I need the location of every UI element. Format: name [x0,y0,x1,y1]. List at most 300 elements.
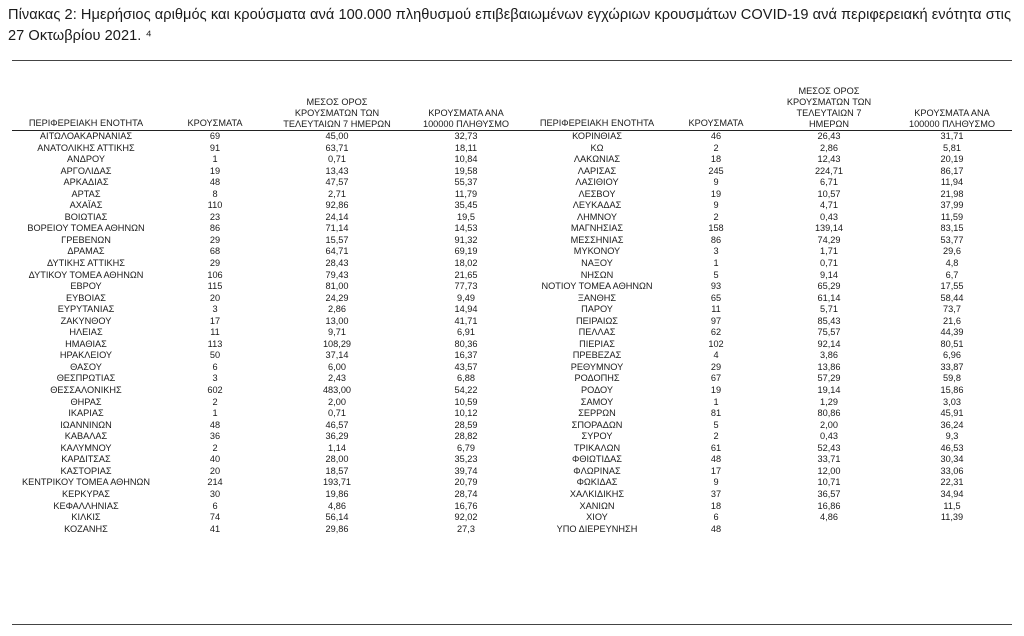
right-avg7-cell: 19,14 [817,385,841,396]
left-cases-cell: 69 [209,131,221,141]
right-cases-cell: 67 [710,373,722,384]
table-row [12,431,1012,443]
left-region-name-cell: ΗΜΑΘΙΑΣ [65,338,107,349]
right-avg7-cell: 13,86 [817,361,841,372]
right-avg7-cell: 61,14 [817,292,841,303]
left-region-name-cell: ΕΥΡΥΤΑΝΙΑΣ [57,304,115,315]
table-row [12,420,1012,432]
right-per100k-cell: 21,6 [943,315,961,326]
left-avg7-cell: 71,14 [325,223,349,234]
left-region-name-cell: ΑΝΔΡΟΥ [66,154,105,165]
right-avg7-cell: 5,71 [820,304,838,315]
left-cases-cell: 3 [212,373,218,384]
right-per100k-cell: 30,34 [940,454,964,465]
table-caption: Πίνακας 2: Ημερήσιος αριθμός και κρούσματα ανά 100.000 πληθυσμού επιβεβαιωμένων εγχώριων κρουσμάτων COVID-19 ανά περιφερειακή ενότητα στις 27 Οκτωβρίου 2021. ⁴ [8,7,1012,44]
left-avg7-cell: 46,57 [325,419,349,430]
right-per100k-cell: 36,24 [940,419,964,430]
left-cases-cell: 6 [212,500,218,511]
left-avg7-cell: 483,00 [322,385,352,396]
left-region-name-cell: ΕΥΒΟΙΑΣ [66,292,106,303]
right-region-name-cell: ΦΘΙΩΤΙΔΑΣ [571,454,622,465]
left-region-name-cell: ΔΥΤΙΚΟΥ ΤΟΜΕΑ ΑΘΗΝΩΝ [28,269,144,280]
left-per100k-cell: 69,19 [454,246,478,257]
left-region-name-cell: ΚΑΛΥΜΝΟΥ [60,442,112,453]
right-cases-cell: 158 [708,223,724,234]
header-cases: ΚΡΟΥΣΜΑΤΑ [160,86,270,131]
right-per100k-cell: 11,5 [943,500,961,511]
right-per100k-cell: 31,71 [940,131,964,141]
left-region-name-cell: ΚΑΣΤΟΡΙΑΣ [60,465,112,476]
right-per100k-cell: 11,94 [940,177,964,188]
left-per100k-cell: 19,58 [454,165,478,176]
left-avg7-cell: 2,43 [328,373,346,384]
left-avg7-cell: 29,86 [325,523,349,534]
left-per100k-cell: 6,79 [457,442,475,453]
left-avg7-cell: 13,43 [325,165,349,176]
left-avg7-cell: 24,14 [325,211,349,222]
left-avg7-cell: 0,71 [328,154,346,165]
table-row [12,327,1012,339]
left-cases-cell: 19 [209,165,221,176]
left-avg7-cell: 36,29 [325,431,349,442]
table-row [12,281,1012,293]
right-region-name-cell: ΝΟΤΙΟΥ ΤΟΜΕΑ ΑΘΗΝΩΝ [541,281,653,292]
right-region-name-cell: ΜΥΚΟΝΟΥ [573,246,621,257]
right-avg7-cell: 1,71 [820,246,838,257]
left-cases-cell: 20 [209,465,221,476]
right-per100k-cell: 21,98 [940,188,964,199]
right-avg7-cell: 2,00 [820,419,838,430]
right-per100k-cell: 53,77 [940,234,964,245]
left-avg7-cell: 79,43 [325,269,349,280]
left-per100k-cell: 21,65 [454,269,478,280]
table-row [12,512,1012,524]
left-avg7-cell: 1,14 [328,442,346,453]
left-region-name-cell: ΑΡΚΑΔΙΑΣ [63,177,109,188]
right-region-name-cell: ΧΑΝΙΩΝ [579,500,615,511]
left-per100k-cell: 32,73 [454,131,478,141]
right-region-name-cell: ΠΡΕΒΕΖΑΣ [572,350,622,361]
left-per100k-cell: 77,73 [454,281,478,292]
right-region-name-cell: ΦΛΩΡΙΝΑΣ [573,465,621,476]
right-cases-cell: 1 [713,396,719,407]
table-row [12,501,1012,513]
right-cases-cell: 48 [710,523,722,534]
right-avg7-cell: 6,71 [820,177,838,188]
right-per100k-cell: 3,03 [943,396,961,407]
left-cases-cell: 1 [212,408,218,419]
left-cases-cell: 214 [207,477,223,488]
right-region-name-cell: ΝΑΞΟΥ [581,258,613,269]
table-row [12,397,1012,409]
left-per100k-cell: 10,12 [454,408,478,419]
left-avg7-cell: 28,00 [325,454,349,465]
right-cases-cell: 4 [713,350,719,361]
table-row [12,270,1012,282]
left-avg7-cell: 18,57 [325,465,349,476]
left-region-name-cell: ΒΟΡΕΙΟΥ ΤΟΜΕΑ ΑΘΗΝΩΝ [27,223,145,234]
right-cases-cell: 3 [713,246,719,257]
right-cases-cell: 2 [713,142,719,153]
left-avg7-cell: 45,00 [325,131,349,141]
right-region-name-cell: ΡΟΔΟΥ [580,385,613,396]
left-cases-cell: 8 [212,188,218,199]
right-cases-cell: 5 [713,269,719,280]
right-cases-cell: 11 [711,304,721,315]
table-row [12,350,1012,362]
right-avg7-cell: 57,29 [817,373,841,384]
table-row [12,212,1012,224]
left-cases-cell: 1 [212,154,218,165]
right-region-name-cell: ΠΕΙΡΑΙΩΣ [576,315,618,326]
left-cases-cell: 48 [209,419,221,430]
right-avg7-cell [766,524,892,536]
right-region-name-cell: ΜΑΓΝΗΣΙΑΣ [570,223,624,234]
left-cases-cell: 23 [209,211,221,222]
left-region-name-cell: ΔΥΤΙΚΗΣ ΑΤΤΙΚΗΣ [47,258,125,269]
table-row [12,489,1012,501]
table-row [12,200,1012,212]
left-per100k-cell: 39,74 [454,465,478,476]
right-cases-cell: 5 [713,419,719,430]
left-avg7-cell: 63,71 [325,142,349,153]
left-per100k-cell: 14,53 [454,223,478,234]
left-cases-cell: 110 [207,200,223,211]
right-region-name-cell: ΛΑΚΩΝΙΑΣ [573,154,621,165]
table-row [12,443,1012,455]
left-per100k-cell: 91,32 [454,234,478,245]
left-cases-cell: 6 [212,361,218,372]
right-avg7-cell: 12,00 [817,465,841,476]
right-cases-cell: 9 [713,200,719,211]
right-per100k-cell: 15,86 [940,385,964,396]
right-cases-cell: 2 [713,431,719,442]
table-row [12,304,1012,316]
right-per100k-cell: 33,87 [940,361,964,372]
right-region-name-cell: ΥΠΟ ΔΙΕΡΕΥΝΗΣΗ [556,523,638,534]
table-row [12,258,1012,270]
right-cases-cell: 18 [710,500,722,511]
table-row [12,362,1012,374]
right-per100k-cell: 4,8 [945,258,959,269]
right-region-name-cell: ΤΡΙΚΑΛΩΝ [573,442,621,453]
left-region-name-cell: ΘΕΣΠΡΩΤΙΑΣ [56,373,116,384]
left-cases-cell: 602 [207,385,223,396]
left-avg7-cell: 2,00 [328,396,346,407]
right-region-name-cell: ΦΩΚΙΔΑΣ [576,477,618,488]
right-avg7-cell: 1,29 [820,396,838,407]
header-avg7: ΜΕΣΟΣ ΟΡΟΣ ΚΡΟΥΣΜΑΤΩΝ ΤΩΝ ΤΕΛΕΥΤΑΙΩΝ 7 ΗΜΕΡΩΝ [766,86,892,131]
right-region-name-cell: ΡΟΔΟΠΗΣ [574,373,620,384]
right-region-name-cell: ΛΕΥΚΑΔΑΣ [572,200,622,211]
right-cases-cell: 61 [710,442,722,453]
right-per100k-cell: 6,96 [943,350,961,361]
right-cases-cell: 9 [713,477,719,488]
right-region-name-cell: ΝΗΣΩΝ [580,269,614,280]
right-avg7-cell: 80,86 [817,408,841,419]
left-cases-cell: 106 [207,269,223,280]
left-per100k-cell: 28,59 [454,419,478,430]
left-per100k-cell: 10,84 [454,154,478,165]
table-row [12,466,1012,478]
right-avg7-cell: 4,71 [820,200,838,211]
right-avg7-cell: 75,57 [817,327,841,338]
left-per100k-cell: 6,88 [457,373,475,384]
left-region-name-cell: ΘΕΣΣΑΛΟΝΙΚΗΣ [50,385,122,396]
right-avg7-cell: 12,43 [817,154,841,165]
header-avg7: ΜΕΣΟΣ ΟΡΟΣ ΚΡΟΥΣΜΑΤΩΝ ΤΩΝ ΤΕΛΕΥΤΑΙΩΝ 7 ΗΜΕΡΩΝ [270,86,404,131]
table-row [12,154,1012,166]
header-per100k: ΚΡΟΥΣΜΑΤΑ ΑΝΑ 100000 ΠΛΗΘΥΣΜΟ [404,86,528,131]
right-per100k-cell [892,524,1012,536]
right-cases-cell: 37 [710,488,722,499]
left-region-name-cell: ΖΑΚΥΝΘΟΥ [60,315,112,326]
left-cases-cell: 2 [212,396,218,407]
left-avg7-cell: 28,43 [325,258,349,269]
table-row [12,524,1012,536]
right-per100k-cell: 80,51 [940,338,964,349]
right-per100k-cell: 44,39 [940,327,964,338]
left-per100k-cell: 35,45 [454,200,478,211]
left-region-name-cell: ΗΛΕΙΑΣ [69,327,103,338]
right-region-name-cell: ΠΕΛΛΑΣ [578,327,616,338]
right-avg7-cell: 36,57 [817,488,841,499]
left-cases-cell: 115 [207,281,223,292]
left-avg7-cell: 56,14 [325,512,349,523]
right-per100k-cell: 59,8 [943,373,961,384]
left-per100k-cell: 27,3 [457,523,475,534]
left-per100k-cell: 18,11 [454,142,478,153]
right-avg7-cell: 10,57 [817,188,841,199]
right-avg7-cell: 33,71 [817,454,841,465]
left-per100k-cell: 20,79 [454,477,478,488]
table-row [12,385,1012,397]
right-per100k-cell: 22,31 [940,477,964,488]
right-cases-cell: 102 [708,338,724,349]
left-region-name-cell: ΑΡΤΑΣ [71,188,101,199]
left-cases-cell: 3 [212,304,218,315]
right-region-name-cell: ΛΗΜΝΟΥ [576,211,618,222]
right-avg7-cell: 9,14 [820,269,838,280]
right-cases-cell: 81 [710,408,722,419]
right-region-name-cell: ΣΠΟΡΑΔΩΝ [571,419,623,430]
right-region-name-cell: ΚΟΡΙΝΘΙΑΣ [572,131,622,141]
right-per100k-cell: 34,94 [940,488,964,499]
right-avg7-cell: 74,29 [817,234,841,245]
left-per100k-cell: 19,5 [457,211,475,222]
top-rule [12,60,1012,61]
left-cases-cell: 68 [209,246,221,257]
right-cases-cell: 19 [710,188,722,199]
right-cases-cell: 46 [710,131,722,141]
bottom-rule [12,624,1012,625]
regional-cases-table [12,86,1012,535]
left-region-name-cell: ΙΩΑΝΝΙΝΩΝ [60,419,112,430]
right-per100k-cell: 45,91 [940,408,964,419]
left-region-name-cell: ΚΟΖΑΝΗΣ [64,523,108,534]
right-region-name-cell: ΣΑΜΟΥ [580,396,614,407]
left-per100k-cell: 14,94 [454,304,478,315]
left-region-name-cell: ΚΑΡΔΙΤΣΑΣ [61,454,111,465]
left-region-name-cell: ΚΙΛΚΙΣ [71,512,101,523]
left-region-name-cell: ΕΒΡΟΥ [70,281,102,292]
left-cases-cell: 11 [210,327,220,338]
left-avg7-cell: 4,86 [328,500,346,511]
table-row [12,143,1012,155]
left-avg7-cell: 47,57 [325,177,349,188]
left-per100k-cell: 11,79 [454,188,478,199]
left-per100k-cell: 55,37 [454,177,478,188]
right-cases-cell: 9 [713,177,719,188]
right-avg7-cell: 0,43 [820,431,838,442]
right-per100k-cell: 83,15 [940,223,964,234]
right-region-name-cell: ΧΑΛΚΙΔΙΚΗΣ [569,488,625,499]
left-region-name-cell: ΚΑΒΑΛΑΣ [64,431,108,442]
right-avg7-cell: 16,86 [817,500,841,511]
left-cases-cell: 20 [209,292,221,303]
right-avg7-cell: 3,86 [820,350,838,361]
left-avg7-cell: 92,86 [325,200,349,211]
table-body [12,131,1012,536]
right-avg7-cell: 0,71 [820,258,838,269]
table-row [12,131,1012,143]
right-region-name-cell: ΠΑΡΟΥ [581,304,613,315]
left-region-name-cell: ΘΑΣΟΥ [70,361,102,372]
left-region-name-cell: ΚΕΝΤΡΙΚΟΥ ΤΟΜΕΑ ΑΘΗΝΩΝ [21,477,151,488]
left-per100k-cell: 43,57 [454,361,478,372]
left-cases-cell: 30 [209,488,221,499]
left-cases-cell: 2 [212,442,218,453]
left-avg7-cell: 37,14 [325,350,349,361]
right-region-name-cell: ΣΥΡΟΥ [581,431,613,442]
left-avg7-cell: 2,86 [328,304,346,315]
left-cases-cell: 29 [209,234,221,245]
right-per100k-cell: 58,44 [940,292,964,303]
right-avg7-cell: 4,86 [820,512,838,523]
right-avg7-cell: 92,14 [817,338,841,349]
right-region-name-cell: ΠΙΕΡΙΑΣ [579,338,615,349]
left-cases-cell: 86 [209,223,221,234]
table-row [12,223,1012,235]
right-region-name-cell: ΧΙΟΥ [586,512,608,523]
left-region-name-cell: ΑΧΑΪΑΣ [69,200,103,211]
right-avg7-cell: 85,43 [817,315,841,326]
left-region-name-cell: ΑΡΓΟΛΙΔΑΣ [60,165,112,176]
right-per100k-cell: 11,39 [940,512,964,523]
header-unit: ΠΕΡΙΦΕΡΕΙΑΚΗ ΕΝΟΤΗΤΑ [528,86,666,131]
right-cases-cell: 1 [713,258,719,269]
left-per100k-cell: 80,36 [454,338,478,349]
left-avg7-cell: 9,71 [328,327,346,338]
right-region-name-cell: ΛΕΣΒΟΥ [578,188,616,199]
left-per100k-cell: 54,22 [454,385,478,396]
table-row [12,316,1012,328]
right-avg7-cell: 26,43 [817,131,841,141]
header-per100k: ΚΡΟΥΣΜΑΤΑ ΑΝΑ 100000 ΠΛΗΘΥΣΜΟ [892,86,1012,131]
right-avg7-cell: 0,43 [820,211,838,222]
right-cases-cell: 48 [710,454,722,465]
left-per100k-cell: 41,71 [454,315,478,326]
right-per100k-cell: 6,7 [945,269,959,280]
left-avg7-cell: 193,71 [322,477,352,488]
right-avg7-cell: 139,14 [814,223,844,234]
left-avg7-cell: 81,00 [325,281,349,292]
right-region-name-cell: ΜΕΣΣΗΝΙΑΣ [570,234,624,245]
left-cases-cell: 29 [209,258,221,269]
table-row [12,408,1012,420]
left-avg7-cell: 2,71 [328,188,346,199]
left-region-name-cell: ΙΚΑΡΙΑΣ [68,408,104,419]
right-per100k-cell: 17,55 [940,281,964,292]
right-region-name-cell: ΞΑΝΘΗΣ [577,292,617,303]
left-cases-cell: 17 [209,315,221,326]
left-per100k-cell: 10,59 [454,396,478,407]
right-avg7-cell: 10,71 [817,477,841,488]
left-cases-cell: 40 [209,454,221,465]
left-region-name-cell: ΘΗΡΑΣ [70,396,102,407]
left-region-name-cell: ΑΙΤΩΛΟΑΚΑΡΝΑΝΙΑΣ [39,131,133,141]
left-cases-cell: 91 [209,142,221,153]
left-cases-cell: 50 [209,350,221,361]
left-per100k-cell: 92,02 [454,512,478,523]
right-cases-cell: 19 [710,385,722,396]
right-avg7-cell: 224,71 [814,165,844,176]
table-row [12,189,1012,201]
left-region-name-cell: ΗΡΑΚΛΕΙΟΥ [59,350,113,361]
left-region-name-cell: ΓΡΕΒΕΝΩΝ [61,234,111,245]
header-cases: ΚΡΟΥΣΜΑΤΑ [666,86,766,131]
left-region-name-cell: ΔΡΑΜΑΣ [67,246,105,257]
header-row [12,86,1012,131]
right-region-name-cell: ΣΕΡΡΩΝ [578,408,616,419]
table-row [12,246,1012,258]
left-avg7-cell: 13,00 [325,315,349,326]
right-avg7-cell: 52,43 [817,442,841,453]
left-region-name-cell: ΚΕΡΚΥΡΑΣ [62,488,110,499]
right-per100k-cell: 5,81 [943,142,961,153]
left-cases-cell: 113 [207,338,223,349]
right-cases-cell: 245 [708,165,724,176]
left-cases-cell: 48 [209,177,221,188]
right-cases-cell: 65 [710,292,722,303]
left-avg7-cell: 15,57 [325,234,349,245]
left-per100k-cell: 16,76 [454,500,478,511]
left-per100k-cell: 28,82 [454,431,478,442]
right-cases-cell: 93 [710,281,722,292]
left-cases-cell: 41 [209,523,221,534]
left-avg7-cell: 6,00 [328,361,346,372]
right-cases-cell: 62 [710,327,722,338]
left-per100k-cell: 16,37 [454,350,478,361]
left-per100k-cell: 9,49 [457,292,475,303]
left-avg7-cell: 19,86 [325,488,349,499]
right-per100k-cell: 9,3 [945,431,959,442]
right-per100k-cell: 29,6 [943,246,961,257]
right-per100k-cell: 37,99 [940,200,964,211]
right-region-name-cell: ΛΑΡΙΣΑΣ [577,165,617,176]
table-row [12,454,1012,466]
left-per100k-cell: 18,02 [454,258,478,269]
right-region-name-cell: ΛΑΣΙΘΙΟΥ [575,177,619,188]
table-row [12,339,1012,351]
right-avg7-cell: 2,86 [820,142,838,153]
right-cases-cell: 29 [710,361,722,372]
right-cases-cell: 2 [713,211,719,222]
right-cases-cell: 97 [710,315,722,326]
right-per100k-cell: 33,06 [940,465,964,476]
left-avg7-cell: 24,29 [325,292,349,303]
left-cases-cell: 74 [209,512,221,523]
